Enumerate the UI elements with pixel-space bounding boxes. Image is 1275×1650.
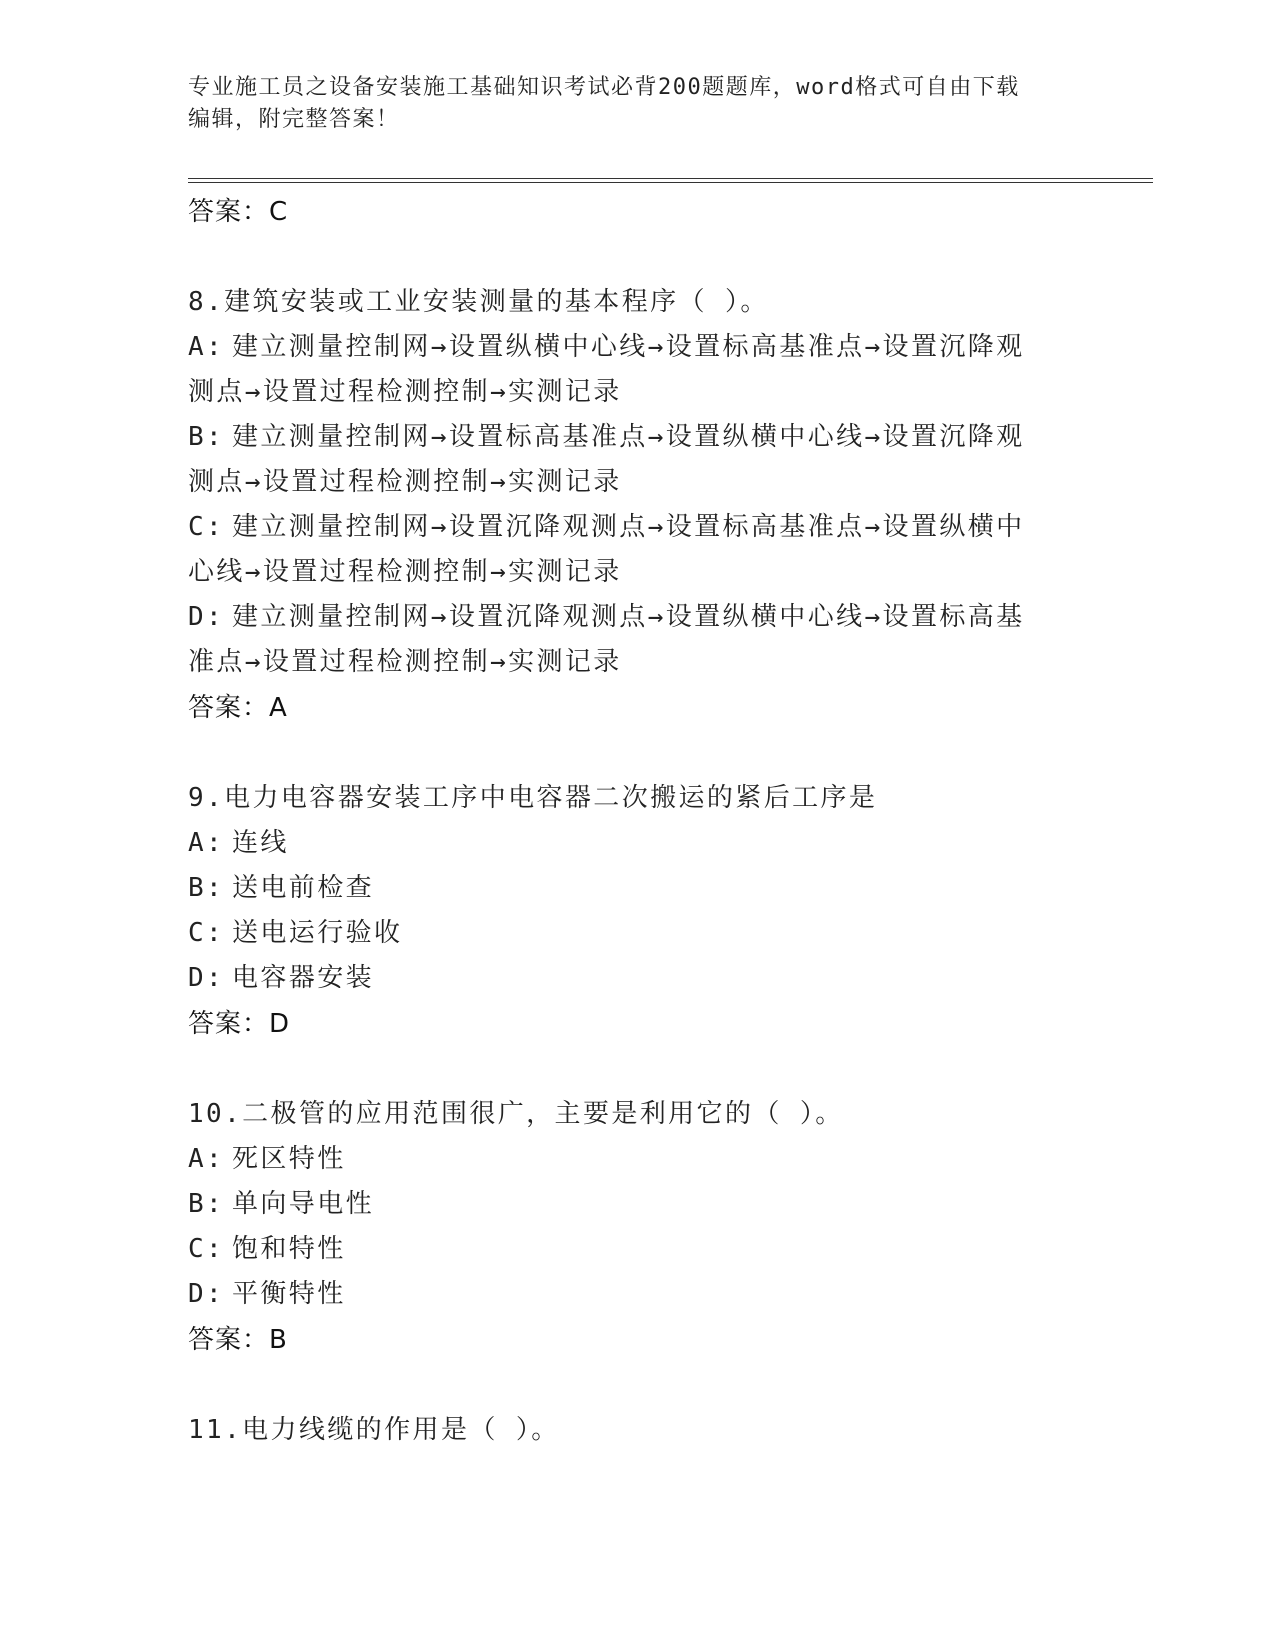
option-label: A:: [188, 332, 225, 362]
option-text: 平衡特性: [232, 1279, 346, 1309]
question-10-option-d: [188, 1272, 1088, 1317]
question-9-option-d: [188, 956, 1088, 1001]
question-8-answer: 答案：A: [188, 693, 288, 723]
option-label: C:: [188, 1234, 225, 1264]
question-10: [188, 1092, 1088, 1363]
option-label: A:: [188, 828, 225, 858]
question-11-title: 11.电力线缆的作用是（ ）。: [188, 1415, 560, 1445]
question-8-option-d-continued: 准点→设置过程检测控制→实测记录: [188, 647, 622, 677]
option-label: A:: [188, 1144, 225, 1174]
option-text: 送电前检查: [232, 873, 375, 903]
option-text: 建立测量控制网→设置标高基准点→设置纵横中心线→设置沉降观: [232, 422, 1025, 452]
question-8-option-b: [188, 415, 1088, 460]
option-label: B:: [188, 422, 225, 452]
question-9: [188, 776, 1088, 1047]
option-label: C:: [188, 512, 225, 542]
header-title-line-1: 专业施工员之设备安装施工基础知识考试必背200题题库，word格式可自由下载: [188, 75, 1020, 100]
option-label: D:: [188, 1279, 225, 1309]
option-label: D:: [188, 963, 225, 993]
question-10-option-a: [188, 1137, 1088, 1182]
option-label: D:: [188, 602, 225, 632]
question-content: [188, 189, 1088, 1453]
option-text: 单向导电性: [232, 1189, 375, 1219]
option-text: 送电运行验收: [232, 918, 403, 948]
option-label: B:: [188, 873, 225, 903]
question-9-answer: 答案：D: [188, 1009, 291, 1039]
header-title-line-2: 编辑，附完整答案！: [188, 107, 400, 132]
question-10-title: 10.二极管的应用范围很广，主要是利用它的（ ）。: [188, 1099, 844, 1129]
spacer: [188, 235, 1088, 280]
spacer: [188, 1363, 1088, 1408]
question-8-option-d: [188, 595, 1088, 640]
spacer: [188, 1047, 1088, 1092]
option-text: 连线: [232, 828, 289, 858]
option-label: C:: [188, 918, 225, 948]
question-8-option-c: [188, 505, 1088, 550]
question-11: [188, 1408, 1088, 1453]
option-text: 建立测量控制网→设置沉降观测点→设置纵横中心线→设置标高基: [232, 602, 1025, 632]
option-text: 建立测量控制网→设置沉降观测点→设置标高基准点→设置纵横中: [232, 512, 1025, 542]
question-9-option-c: [188, 911, 1088, 956]
question-9-title: 9.电力电容器安装工序中电容器二次搬运的紧后工序是: [188, 783, 878, 813]
option-text: 死区特性: [232, 1144, 346, 1174]
option-text: 饱和特性: [232, 1234, 346, 1264]
question-10-option-c: [188, 1227, 1088, 1272]
header-divider: [188, 178, 1153, 183]
page-header: [188, 72, 1088, 136]
option-text: 电容器安装: [232, 963, 375, 993]
answer-previous: 答案：C: [188, 197, 289, 227]
question-9-option-a: [188, 821, 1088, 866]
question-10-option-b: [188, 1182, 1088, 1227]
option-text: 建立测量控制网→设置纵横中心线→设置标高基准点→设置沉降观: [232, 332, 1025, 362]
option-label: B:: [188, 1189, 225, 1219]
question-8-option-a: [188, 325, 1088, 370]
question-8-option-c-continued: 心线→设置过程检测控制→实测记录: [188, 557, 622, 587]
question-9-option-b: [188, 866, 1088, 911]
question-8-option-a-continued: 测点→设置过程检测控制→实测记录: [188, 377, 622, 407]
spacer: [188, 731, 1088, 776]
question-8-title: 8.建筑安装或工业安装测量的基本程序（ ）。: [188, 287, 769, 317]
question-8-option-b-continued: 测点→设置过程检测控制→实测记录: [188, 467, 622, 497]
question-8: [188, 280, 1088, 731]
question-10-answer: 答案：B: [188, 1325, 288, 1355]
